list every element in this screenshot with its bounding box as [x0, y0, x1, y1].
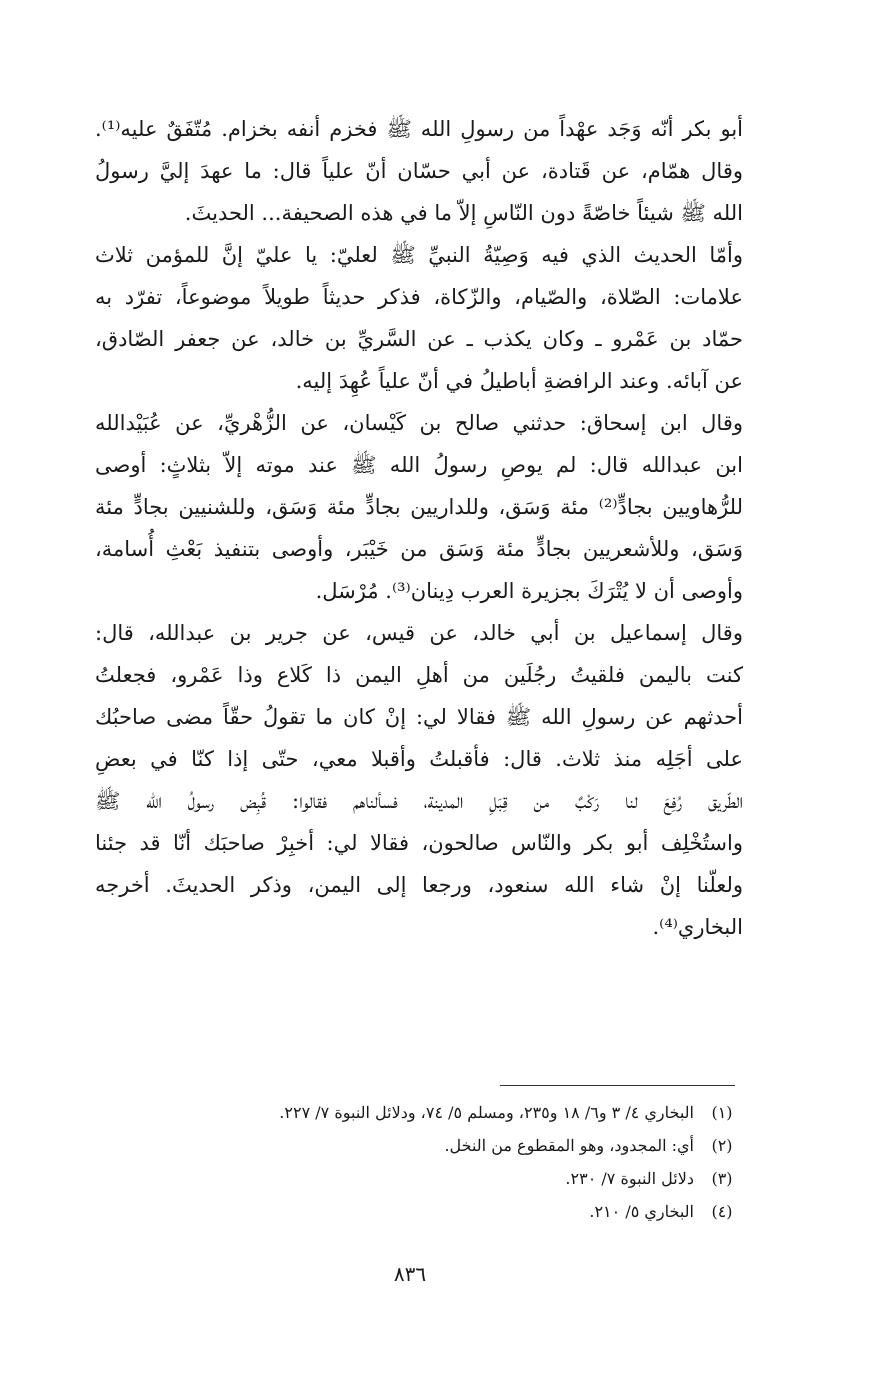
text-line: على أجَلِه منذ ثلاث. قال: فأقبلتُ وأقبلا معي، حتّى إذا كنّا في بعضِ [95, 747, 743, 771]
text-line: ابن عبدالله قال: لم يوصِ رسولُ الله ﷺ عند موته إلاّ بثلاثٍ: أوصى [95, 453, 743, 477]
footnote-divider [500, 1085, 735, 1086]
footnote-number: (٣) [711, 1169, 733, 1188]
footnotes [120, 1096, 740, 1228]
text-line: للرُّهاويين بجادٍّ⁽²⁾ مئة وَسَق، وللداريين بجادٍّ مئة وَسَق، وللشنيين بجادٍّ مئة [95, 495, 743, 519]
footnote-text: البخاري ٥/ ٢١٠. [589, 1202, 694, 1221]
footnote-text: البخاري ٤/ ٣ و٦/ ١٨ و٢٣٥، ومسلم ٥/ ٧٤، ودلائل النبوة ٧/ ٢٢٧. [279, 1103, 694, 1122]
footnote [120, 1195, 740, 1228]
footnote-text: دلائل النبوة ٧/ ٢٣٠. [565, 1169, 694, 1188]
text-line: الله ﷺ شيئاً خاصّةً دون النّاسِ إلاّ ما في هذه الصحيفة... الحديثَ. [184, 201, 743, 225]
text-line: كنت باليمن فلقيتُ رجُلَين من أهلِ اليمن ذا كَلاع وذا عَمْرو، فجعلتُ [95, 663, 743, 687]
text-line: وأوصى أن لا يُتْرَكَ بجزيرة العرب دِينان⁽³⁾. مُرْسَل. [315, 579, 743, 603]
footnote-number: (١) [711, 1103, 733, 1122]
text-line: وقال همّام، عن قَتادة، عن أبي حسّان أنّ علياً قال: ما عهدَ إليَّ رسولُ [95, 159, 743, 183]
text-line: وَسَق، وللأشعريين بجادٍّ مئة وَسَق من خَيْبَر، وأوصى بتنفيذ بَعْثِ أُسامة، [95, 537, 743, 561]
footnote [120, 1129, 740, 1162]
text-line: عن آبائه. وعند الرافضةِ أباطيلُ في أنّ علياً عُهِدَ إليه. [295, 369, 743, 393]
footnote-number: (٢) [711, 1136, 733, 1155]
text-line: أبو بكر أنّه وَجَد عهْداً من رسولِ الله ﷺ فخزم أنفه بخزام. مُتّفَقٌ عليه⁽¹⁾. [95, 117, 743, 141]
text-line: الطّريق رُفِعَ لنا رَكْبٌ من قِبَلِ المدينة، فسألناهم فقالوا: قُبِض رسولُ الله ﷺ [95, 789, 743, 813]
text-line: وقال إسماعيل بن أبي خالد، عن قيس، عن جرير بن عبدالله، قال: [95, 621, 743, 645]
footnote-number: (٤) [711, 1202, 733, 1221]
text-line: وقال ابن إسحاق: حدثني صالح بن كَيْسان، عن الزُّهْريِّ، عن عُبَيْدالله [95, 411, 743, 435]
text-line: واستُخْلِف أبو بكر والنّاس صالحون، فقالا لي: أخبِرْ صاحبَك أنّا قد جئنا [95, 831, 743, 855]
text-line: حمّاد بن عَمْرو ـ وكان يكذب ـ عن السَّريِّ بن خالد، عن جعفر الصّادق، [95, 327, 743, 351]
body-text [95, 108, 743, 948]
text-line: البخاري⁽⁴⁾. [652, 915, 743, 939]
page-number: ٨٣٦ [393, 1262, 427, 1286]
footnote [120, 1096, 740, 1129]
footnote [120, 1162, 740, 1195]
text-line: وأمّا الحديث الذي فيه وَصِيّةُ النبيِّ ﷺ لعليّ: يا عليّ إنَّ للمؤمن ثلاث [95, 243, 743, 267]
text-line: ولعلّنا إنْ شاء الله سنعود، ورجعا إلى اليمن، وذكر الحديثَ. أخرجه [95, 873, 743, 897]
text-line: أحدثهم عن رسولِ الله ﷺ فقالا لي: إنْ كان ما تقولُ حقّاً مضى صاحبُك [95, 705, 743, 729]
text-line: علامات: الصّلاة، والصّيام، والزّكاة، فذكر حديثاً طويلاً موضوعاً، تفرّد به [95, 285, 743, 309]
footnote-text: أي: المجدود، وهو المقطوع من النخل. [444, 1136, 694, 1155]
